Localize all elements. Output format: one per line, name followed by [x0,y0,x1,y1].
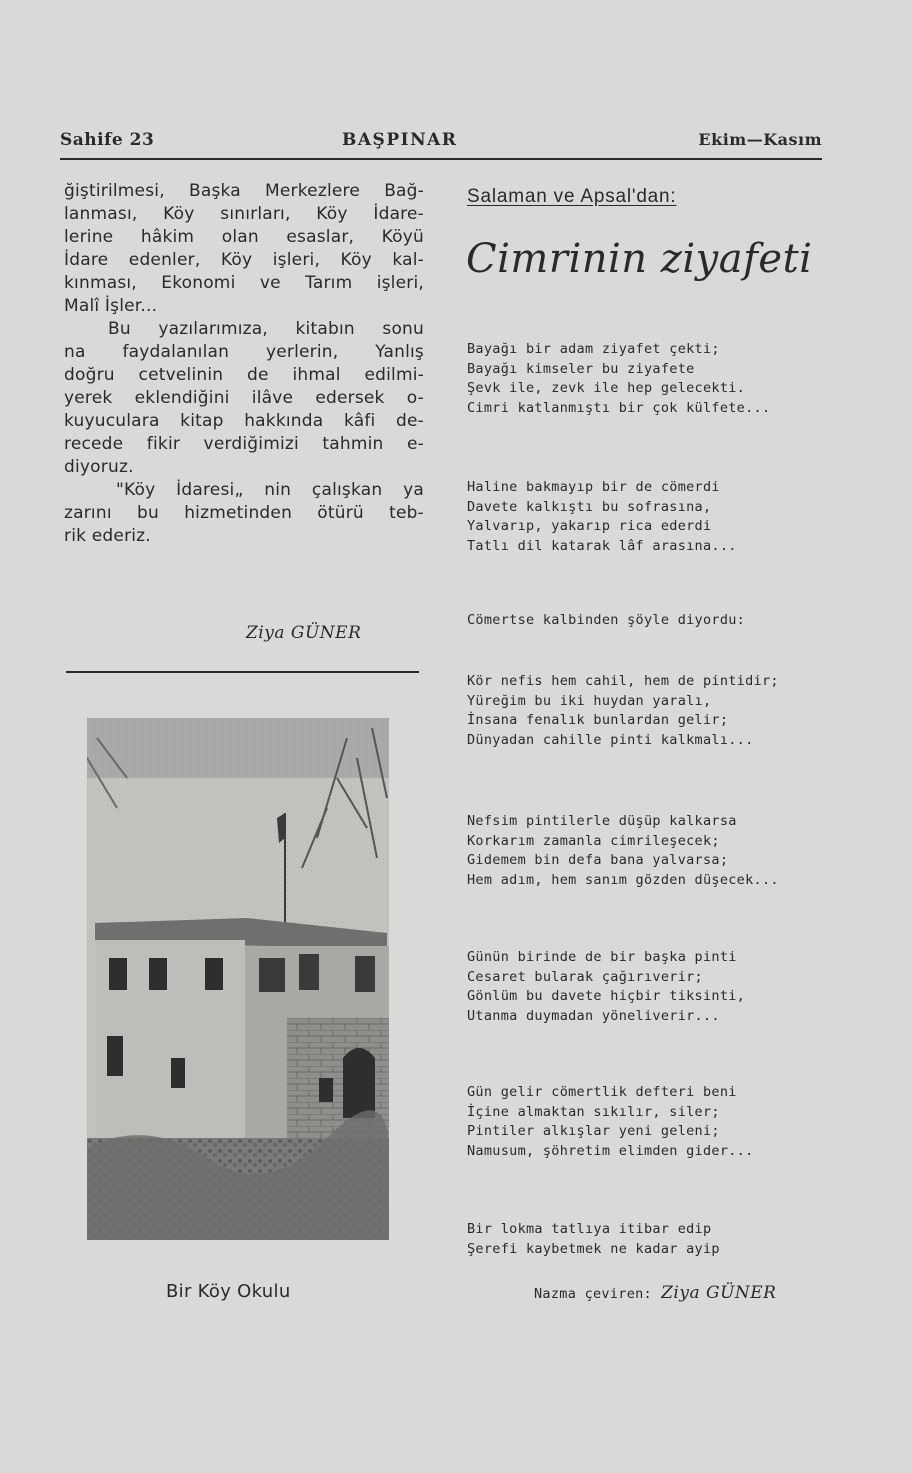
poem-translator [534,1283,776,1303]
village-school-photo [87,718,389,1240]
poem-stanza [467,478,827,556]
poem-stanza [467,948,827,1026]
article-line: diyoruz. [64,457,134,477]
translator-label: Nazma çeviren: [534,1286,652,1302]
issue-date: Ekim—Kasım [698,130,822,149]
poem-stanza [467,812,827,890]
poem-line: Şerefi kaybetmek ne kadar ayip [467,1240,720,1257]
article-line: lanması, Köy sınırları, Köy İdare- [64,204,424,224]
poem-line: Utanma duymadan yöneliverir... [467,1007,720,1024]
poem-line: Yalvarıp, yakarıp rica ederdi [467,518,712,534]
poem-line: Bayağı kimseler bu ziyafete [467,360,695,377]
article-line: lerine hâkim olan esaslar, Köyü [64,227,424,247]
poem-line: Yüreğim bu iki huydan yaralı, [467,692,712,709]
poem-line: Kör nefis hem cahil, hem de pintidir; [467,673,779,689]
article-line: zarını bu hizmetinden ötürü teb- [64,503,424,523]
poem-line: Cesaret bularak çağırıverir; [467,968,703,985]
poem-line: Gün gelir cömertlik defteri beni [467,1084,737,1100]
poem-line: İnsana fenalık bunlardan gelir; [467,712,729,728]
poem-line: Davete kalkıştı bu sofrasına, [467,498,712,515]
article-line: recede fikir verdiğimizi tahmin e- [64,434,424,454]
poem-interlude: Cömertse kalbinden şöyle diyordu: [467,612,746,628]
poem-line: Şevk ile, zevk ile hep gelecekti. [467,380,746,396]
poem-line: Gönlüm bu davete hiçbir tiksinti, [467,988,746,1004]
poem-line: Nefsim pintilerle düşüp kalkarsa [467,813,737,829]
poem-stanza [467,1220,827,1259]
poem-stanza [467,672,827,750]
poem-line: İçine almaktan sıkılır, siler; [467,1103,720,1120]
left-article [64,180,424,548]
article-line: doğru cetvelinin de ihmal edilmi- [64,365,424,385]
poem-line: Korkarım zamanla cimrileşecek; [467,832,720,849]
poem-title: Cimrinin ziyafeti [466,236,813,282]
poem-line: Pintiler alkışlar yeni geleni; [467,1123,720,1139]
article-line: ğiştirilmesi, Başka Merkezlere Bağ- [64,181,424,201]
page-header [60,130,822,154]
article-line: kuyuculara kitap hakkında kâfi de- [64,411,424,431]
poem-line: Gidemem bin defa bana yalvarsa; [467,852,729,868]
article-line: rik ederiz. [64,526,151,546]
header-rule [60,158,822,160]
poem-line: Tatlı dil katarak lâf arasına... [467,537,737,554]
section-rule [66,671,419,673]
poem-line: Bayağı bir adam ziyafet çekti; [467,341,720,357]
article-line: İdare edenler, Köy işleri, Köy kal- [64,250,424,270]
poem-line: Dünyadan cahille pinti kalkmalı... [467,731,754,748]
poem-stanza [467,340,827,418]
article-line: Bu yazılarımıza, kitabın sonu [108,319,424,339]
poem-stanza [467,1083,827,1161]
poem-line: Günün birinde de bir başka pinti [467,949,737,965]
page-number: Sahife 23 [60,130,155,150]
translator-name: Ziya GÜNER [661,1283,777,1303]
article-line: kınması, Ekonomi ve Tarım işleri, [64,273,424,293]
poem-line: Cimri katlanmıştı bir çok külfete... [467,399,771,416]
school-building-image [87,718,389,1240]
poem-source: Salaman ve Apsal'dan: [467,186,677,207]
article-line: yerek eklendiğini ilâve edersek o- [64,388,424,408]
article-line: na faydalanılan yerlerin, Yanlış [64,342,424,362]
photo-caption: Bir Köy Okulu [166,1281,291,1302]
article-line: Malî İşler... [64,296,158,316]
poem-line: Namusum, şöhretim elimden gider... [467,1142,754,1159]
article-line: "Köy İdaresi„ nin çalışkan ya [116,480,424,500]
article-author: Ziya GÜNER [246,623,362,643]
poem-line: Haline bakmayıp bir de cömerdi [467,479,720,495]
poem-line: Hem adım, hem sanım gözden düşecek... [467,871,779,888]
poem-line: Bir lokma tatlıya itibar edip [467,1221,712,1237]
magazine-name: BAŞPINAR [342,130,458,150]
